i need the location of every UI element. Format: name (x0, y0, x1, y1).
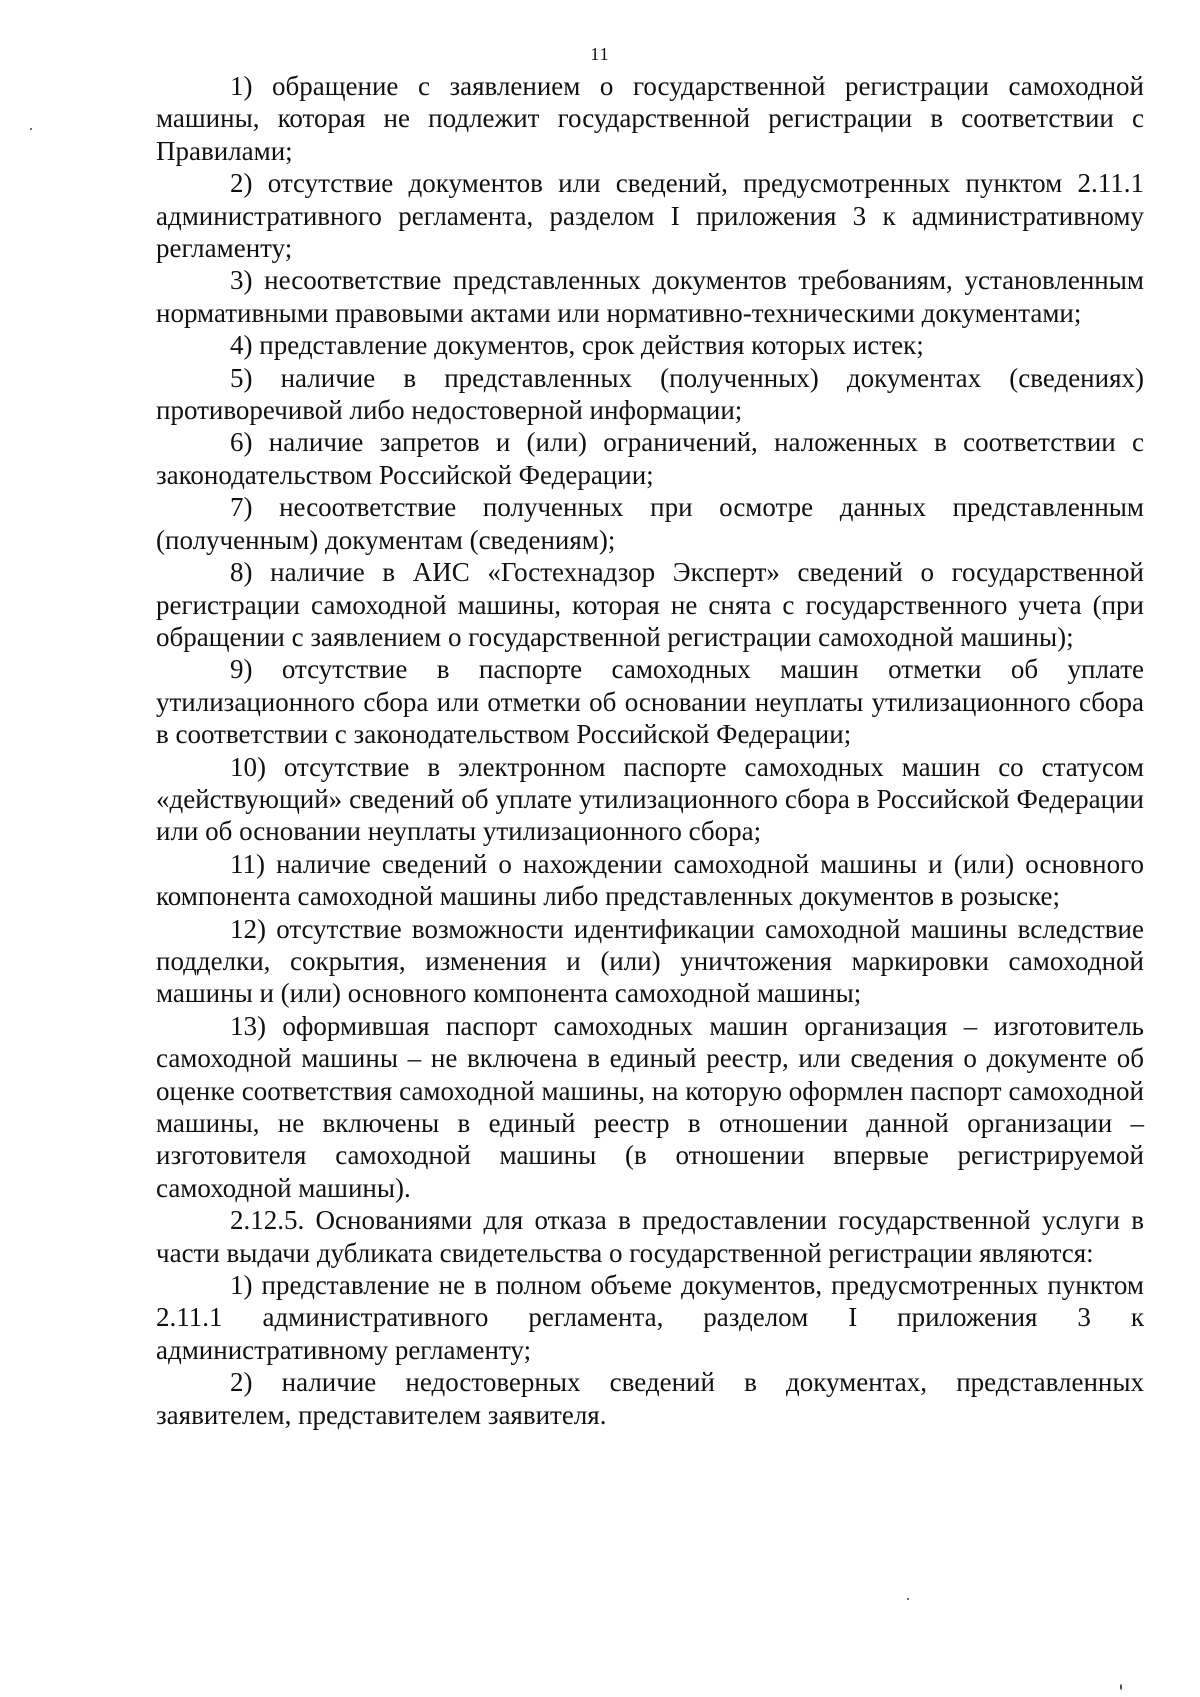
paragraph-item-13: 13) оформившая паспорт самоходных машин организация – изготовитель самоходной машины – не включена в единый реестр, или сведения о документе об оценке соответствия самоходной машины, на которую оформлен паспорт самоходной машины, не включены в единый реестр в отношении данной организации – изготовителя самоходной машины (в отношении впервые регистрируемой самоходной машины). (156, 1010, 1144, 1203)
paragraph-item-3: 3) несоответствие представленных документов требованиям, установленным нормативными правовыми актами или нормативно-техническими документами; (156, 265, 1144, 328)
paragraph-item-2: 2) отсутствие документов или сведений, предусмотренных пунктом 2.11.1 административного регламента, разделом I приложения 3 к административному регламенту; (156, 168, 1144, 264)
paragraph-item-11: 11) наличие сведений о нахождении самоходной машины и (или) основного компонента самоходной машины либо представленных документов в розыске; (156, 848, 1144, 912)
document-body (156, 70, 1144, 1431)
section-2-12-5-paragraph: 2.12.5. Основаниями для отказа в предоставлении государственной услуги в части выдачи дубликата свидетельства о государственной регистрации являются: (156, 1205, 1144, 1268)
paragraph-item-6: 6) наличие запретов и (или) ограничений, наложенных в соответствии с законодательством Российской Федерации; (156, 427, 1144, 490)
scan-speck (1120, 1684, 1122, 1690)
paragraph-item-12: 12) отсутствие возможности идентификации самоходной машины вследствие подделки, сокрытия, изменения и (или) уничтожения маркировки самоходной машины и (или) основного компонента самоходной машины; (156, 913, 1144, 1009)
page-number: 11 (590, 44, 610, 64)
paragraph-item-5: 5) наличие в представленных (полученных) документах (сведениях) противоречивой либо недостоверной информации; (156, 362, 1144, 426)
paragraph-item-1: 1) обращение с заявлением о государственной регистрации самоходной машины, которая не подлежит государственной регистрации в соответствии с Правилами; (156, 71, 1144, 166)
paragraph-item-8: 8) наличие в АИС «Гостехнадзор Эксперт» сведений о государственной регистрации самоходной машины, которая не снята с государственного учета (при обращении с заявлением о государственной регистрации самоходной машины); (156, 557, 1144, 652)
paragraph-item-10: 10) отсутствие в электронном паспорте самоходных машин со статусом «действующий» сведений об уплате утилизационного сбора в Российской Федерации или об основании неуплаты утилизационного сбора; (156, 751, 1144, 847)
paragraph-item-7: 7) несоответствие полученных при осмотре данных представленным (полученным) документам (сведениям); (156, 492, 1144, 555)
paragraph-item-4: 4) представление документов, срок действия которых истек; (230, 330, 924, 361)
scan-speck (30, 128, 32, 130)
paragraph-subitem-2: 2) наличие недостоверных сведений в документах, представленных заявителем, представителем заявителя. (156, 1367, 1144, 1430)
paragraph-item-9: 9) отсутствие в паспорте самоходных машин отметки об уплате утилизационного сбора или отметки об основании неуплаты утилизационного сбора в соответствии с законодательством Российской Федерации; (156, 654, 1144, 750)
paragraph-subitem-1: 1) представление не в полном объеме документов, предусмотренных пунктом 2.11.1 административного регламента, разделом I приложения 3 к административному регламенту; (156, 1270, 1144, 1365)
scan-speck (907, 1598, 909, 1600)
